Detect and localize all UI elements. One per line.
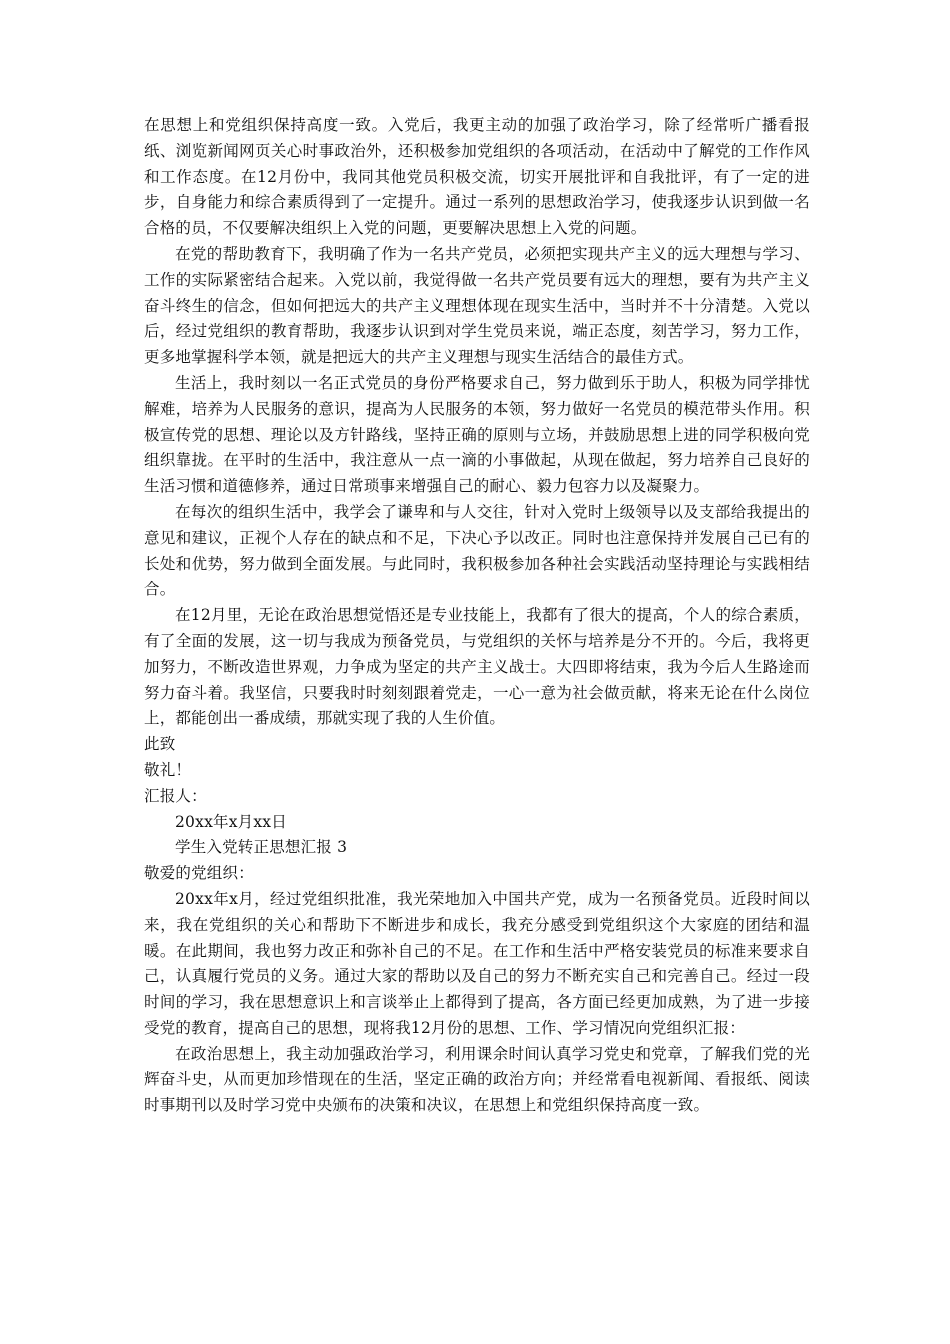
paragraph-continuation: 在思想上和党组织保持高度一致。入党后，我更主动的加强了政治学习，除了经常听广播看报纸、浏览新闻网页关心时事政治外，还积极参加党组织的各项活动，在活动中了解党的工作作风和工作态度。在12月份中，我同其他党员积极交流，切实开展批评和自我批评，有了一定的进步，自身能力和综合素质得到了一定提升。通过一系列的思想政治学习，使我逐步认识到做一名合格的员，不仅要解决组织上入党的问题，更要解决思想上入党的问题。 [144, 116, 810, 238]
document-body [144, 113, 810, 1119]
paragraph-political-thought: 在政治思想上，我主动加强政治学习，利用课余时间认真学习党史和党章，了解我们党的光辉奋斗史，从而更加珍惜现在的生活，坚定正确的政治方向；并经常看电视新闻、看报纸、阅读时事期刊以及时学习党中央颁布的决策和决议，在思想上和党组织保持高度一致。 [144, 1044, 810, 1115]
paragraph-party-education: 在党的帮助教育下，我明确了作为一名共产党员，必须把实现共产主义的远大理想与学习、工作的实际紧密结合起来。入党以前，我觉得做一名共产党员要有远大的理想，要有为共产主义奋斗终生的信念，但如何把远大的共产主义理想体现在现实生活中，当时并不十分清楚。入党以后，经过党组织的教育帮助，我逐步认识到对学生党员来说，端正态度，刻苦学习，努力工作，更多地掌握科学本领，就是把远大的共产主义理想与现实生活结合的最佳方式。 [144, 244, 810, 367]
report-date: 20xx年x月xx日 [175, 812, 287, 831]
paragraph-december-summary: 在12月里，无论在政治思想觉悟还是专业技能上，我都有了很大的提高，个人的综合素质，有了全面的发展，这一切与我成为预备党员，与党组织的关怀与培养是分不开的。今后，我将更加努力，不断改造世界观，力争成为坚定的共产主义战士。大四即将结束，我为今后人生路途而努力奋斗着。我坚信，只要我时时刻刻跟着党走，一心一意为社会做贡献，将来无论在什么岗位上，都能创出一番成绩，那就实现了我的人生价值。 [144, 606, 810, 728]
section-title: 学生入党转正思想汇报 3 [175, 838, 348, 857]
greeting: 敬爱的党组织： [144, 864, 254, 883]
closing-salutation: 此致 [144, 735, 176, 754]
closing-regards: 敬礼！ [144, 760, 192, 779]
reporter-label: 汇报人： [144, 786, 207, 805]
paragraph-life: 生活上，我时刻以一名正式党员的身份严格要求自己，努力做到乐于助人，积极为同学排忧解难，培养为人民服务的意识，提高为人民服务的本领，努力做好一名党员的模范带头作用。积极宣传党的思想、理论以及方针路线，坚持正确的原则与立场，并鼓励思想上进的同学积极向党组织靠拢。在平时的生活中，我注意从一点一滴的小事做起，从现在做起，努力培养自己良好的生活习惯和道德修养，通过日常琐事来增强自己的耐心、毅力包容力以及凝聚力。 [144, 373, 810, 496]
paragraph-introduction: 20xx年x月，经过党组织批准，我光荣地加入中国共产党，成为一名预备党员。近段时间以来，我在党组织的关心和帮助下不断进步和成长，我充分感受到党组织这个大家庭的团结和温暖。在此期间，我也努力改正和弥补自己的不足。在工作和生活中严格安装党员的标准来要求自己，认真履行党员的义务。通过大家的帮助以及自己的努力不断充实自己和完善自己。经过一段时间的学习，我在思想意识上和言谈举止上都得到了提高，各方面已经更加成熟，为了进一步接受党的教育，提高自己的思想，现将我12月份的思想、工作、学习情况向党组织汇报： [144, 889, 810, 1037]
paragraph-organization-life: 在每次的组织生活中，我学会了谦卑和与人交往，针对入党时上级领导以及支部给我提出的意见和建议，正视个人存在的缺点和不足，下决心予以改正。同时也注意保持并发展自己已有的长处和优势，努力做到全面发展。与此同时，我积极参加各种社会实践活动坚持理论与实践相结合。 [144, 502, 810, 599]
